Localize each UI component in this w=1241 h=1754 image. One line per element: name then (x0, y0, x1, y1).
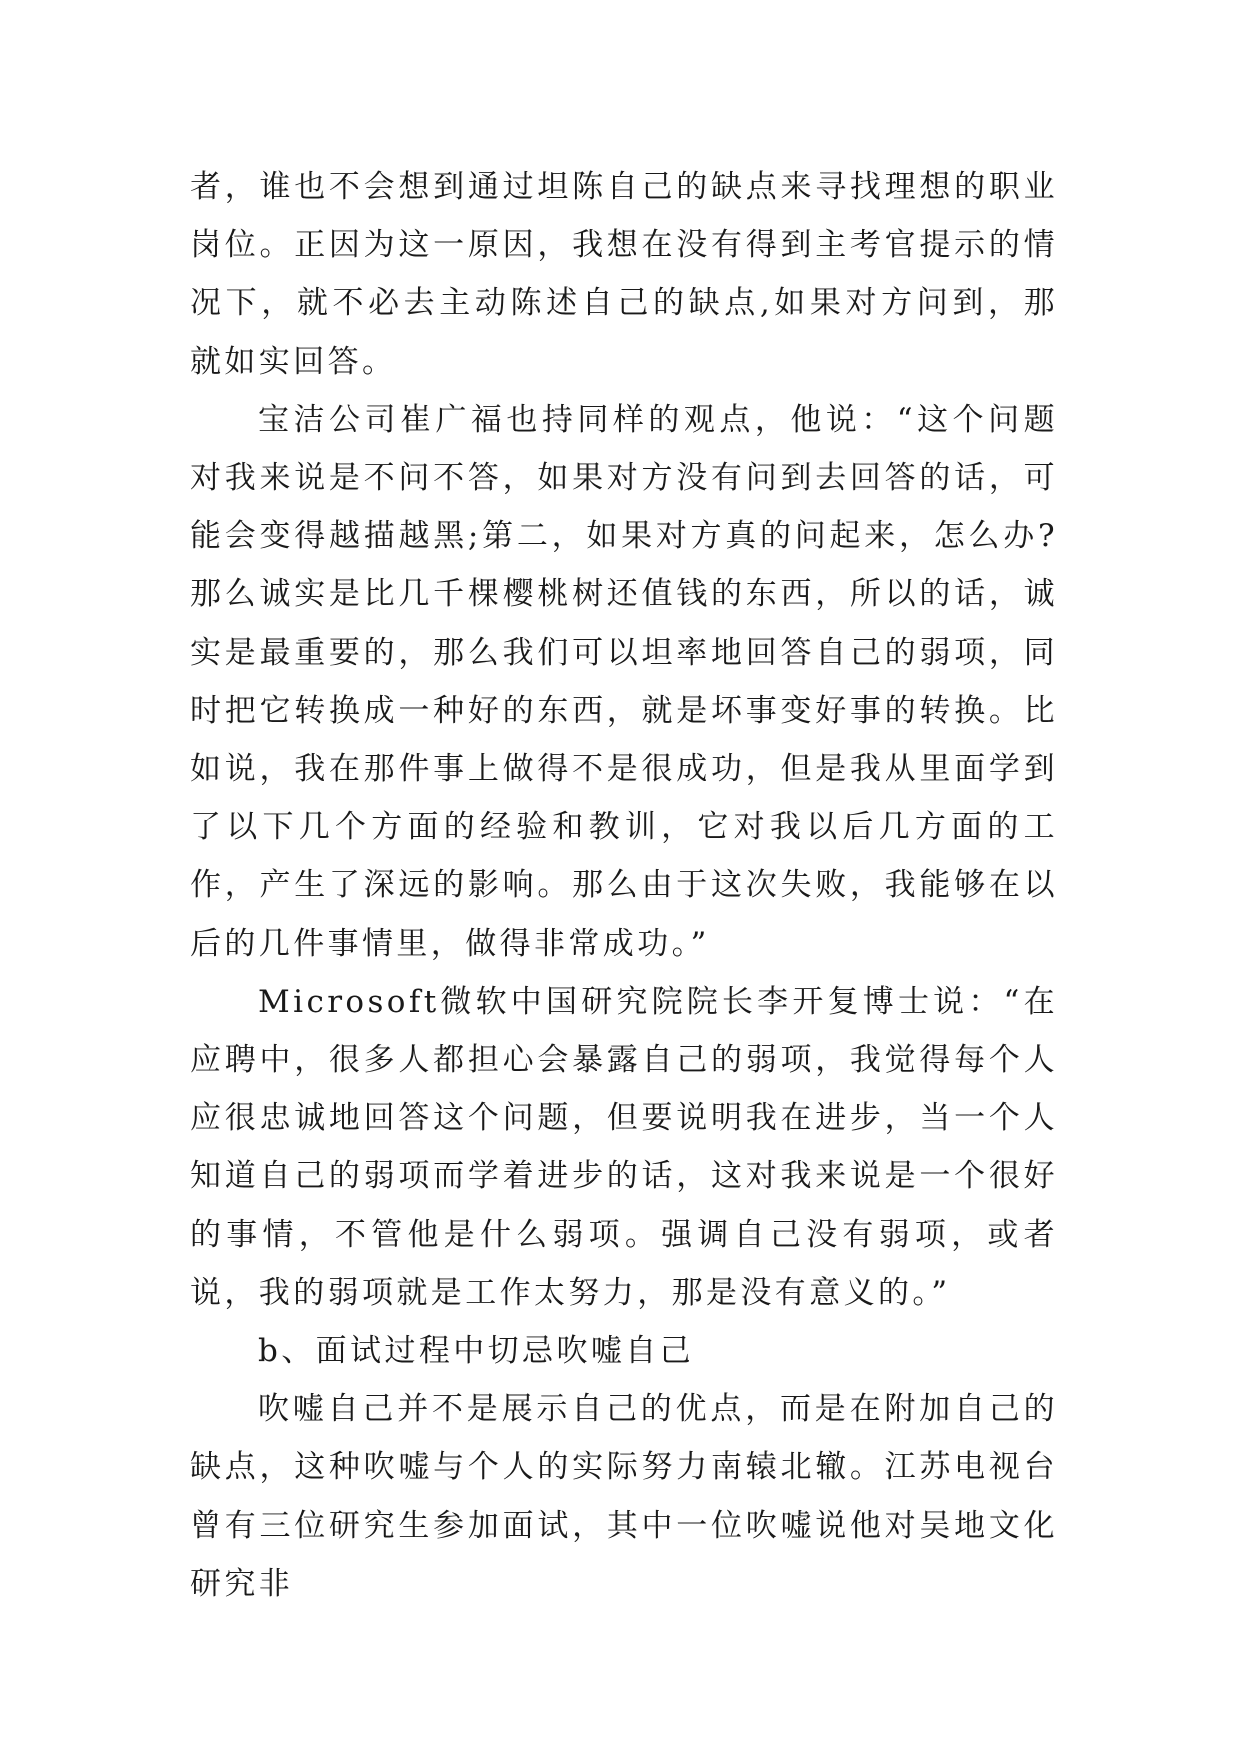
paragraph-boasting: 吹嘘自己并不是展示自己的优点，而是在附加自己的缺点，这种吹嘘与个人的实际努力南辕北辙。江苏电视台曾有三位研究生参加面试，其中一位吹嘘说他对吴地文化研究非 (190, 1391, 1058, 1602)
body-text (190, 158, 1058, 1613)
paragraph-continuation: 者，谁也不会想到通过坦陈自己的缺点来寻找理想的职业岗位。正因为这一原因，我想在没有得到主考官提示的情况下，就不必去主动陈述自己的缺点,如果对方问到，那就如实回答。 (190, 169, 1058, 380)
paragraph-pg-quote: 宝洁公司崔广福也持同样的观点，他说：“这个问题对我来说是不问不答，如果对方没有问到去回答的话，可能会变得越描越黑;第二，如果对方真的问起来，怎么办?那么诚实是比几千棵樱桃树还值钱的东西，所以的话，诚实是最重要的，那么我们可以坦率地回答自己的弱项，同时把它转换成一种好的东西，就是坏事变好事的转换。比如说，我在那件事上做得不是很成功，但是我从里面学到了以下几个方面的经验和教训，它对我以后几方面的工作，产生了深远的影响。那么由于这次失败，我能够在以后的几件事情里，做得非常成功。” (190, 401, 1058, 962)
section-heading-b: b、面试过程中切忌吹嘘自己 (258, 1333, 695, 1370)
paragraph-microsoft-quote: Microsoft微软中国研究院院长李开复博士说：“在应聘中，很多人都担心会暴露自己的弱项，我觉得每个人应很忠诚地回答这个问题，但要说明我在进步，当一个人知道自己的弱项而学着进步的话，这对我来说是一个很好的事情，不管他是什么弱项。强调自己没有弱项，或者说，我的弱项就是工作太努力，那是没有意义的。” (190, 983, 1058, 1311)
